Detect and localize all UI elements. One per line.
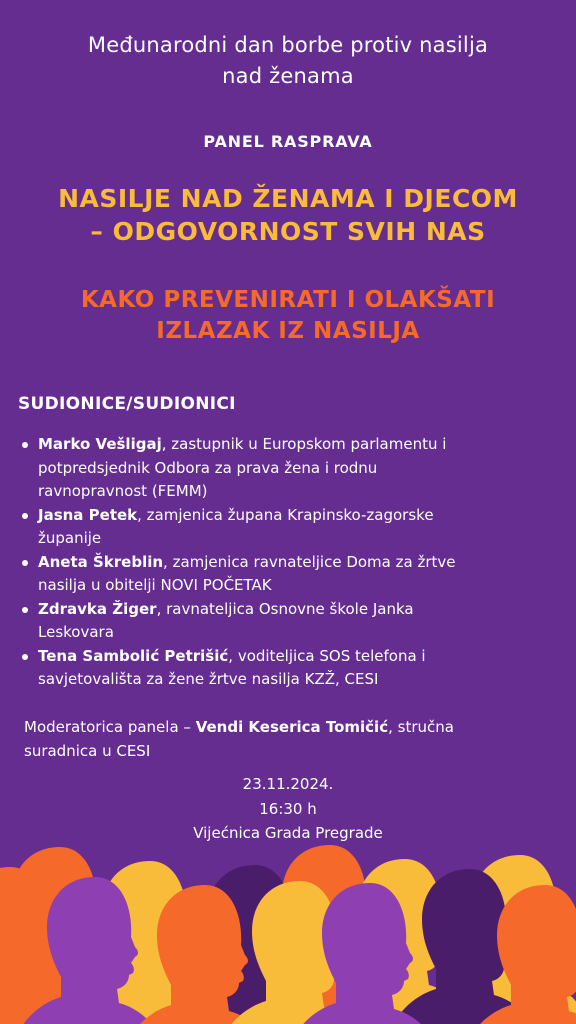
participant-name: Jasna Petek (38, 505, 138, 524)
bullet-icon (22, 442, 28, 448)
list-item (20, 645, 560, 692)
bullet-icon (22, 607, 28, 613)
participant-role: savjetovališta za žene žrtve nasilja KZŽ, CESI (38, 670, 379, 688)
participant-role: potpredsjednik Odbora za prava žena i rodnu (38, 458, 378, 477)
participant-role: , ravnateljica Osnovne škole Janka (156, 599, 414, 618)
women-silhouettes-illustration (0, 845, 576, 1024)
headline (0, 182, 576, 248)
moderator-name: Vendi Keserica Tomičić (195, 718, 389, 736)
list-item (20, 433, 560, 504)
participant-role: , voditeljica SOS telefona i (228, 646, 426, 665)
list-item (20, 598, 560, 645)
moderator-prefix: Moderatorica panela – (24, 718, 196, 736)
event-occasion-title (0, 30, 576, 92)
event-venue: Vijećnica Grada Pregrade (193, 824, 383, 842)
participant-role: županije (38, 529, 102, 547)
participants-heading: SUDIONICE/SUDIONICI (18, 394, 236, 414)
list-item (20, 551, 560, 598)
event-date: 23.11.2024. (242, 775, 334, 793)
moderator-text (24, 716, 544, 763)
participant-name: Zdravka Žiger (38, 599, 157, 618)
event-details (0, 772, 576, 846)
participant-role: nasilja u obitelji NOVI POČETAK (38, 576, 272, 594)
list-item (20, 504, 560, 551)
subheadline-line-1: KAKO PREVENIRATI I OLAKŠATI (80, 287, 496, 313)
participant-name: Aneta Škreblin (38, 552, 164, 571)
headline-line-1: NASILJE NAD ŽENAMA I DJECOM (58, 184, 518, 213)
bullet-icon (22, 560, 28, 566)
participant-role: , zamjenica ravnateljice Doma za žrtve (163, 552, 456, 571)
participant-role: , zamjenica župana Krapinsko-zagorske (137, 505, 434, 524)
participant-role: Leskovara (38, 623, 114, 641)
participant-name: Tena Sambolić Petrišić (38, 646, 229, 665)
participant-name: Marko Vešligaj (38, 435, 162, 453)
occasion-line-2: nad ženama (222, 64, 354, 88)
bullet-icon (22, 654, 28, 660)
subheadline-line-2: IZLAZAK IZ NASILJA (156, 318, 420, 344)
participant-role: ravnopravnost (FEMM) (38, 482, 208, 500)
moderator-role-line-2: suradnica u CESI (24, 741, 151, 760)
headline-line-2: – ODGOVORNOST SVIH NAS (90, 217, 486, 246)
subheadline (0, 285, 576, 347)
bullet-icon (22, 513, 28, 519)
participant-role: , zastupnik u Europskom parlamentu i (161, 435, 447, 453)
event-time: 16:30 h (259, 799, 317, 818)
panel-label: PANEL RASPRAVA (203, 132, 373, 151)
participants-list (20, 433, 560, 692)
occasion-line-1: Međunarodni dan borbe protiv nasilja (87, 33, 489, 57)
moderator-role: , stručna (388, 718, 454, 736)
